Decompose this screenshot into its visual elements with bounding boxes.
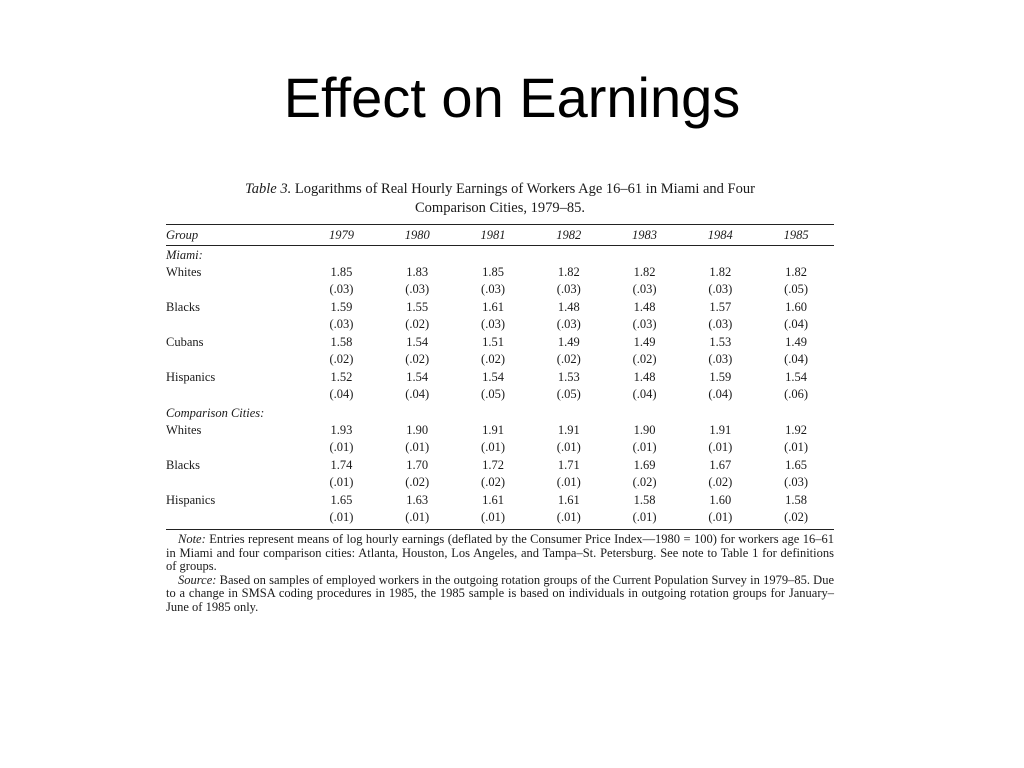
empty-cell xyxy=(166,439,304,457)
header-year: 1984 xyxy=(707,227,733,242)
source-label: Source: xyxy=(178,572,217,587)
se-cell: (.01) xyxy=(784,440,809,454)
value-cell: 1.61 xyxy=(557,493,580,507)
value-cell: 1.49 xyxy=(633,335,656,349)
se-cell: (.03) xyxy=(632,317,657,331)
value-cell: 1.57 xyxy=(709,300,732,314)
header-year: 1981 xyxy=(480,227,506,242)
value-cell: 1.85 xyxy=(330,265,353,279)
value-cell: 1.54 xyxy=(785,370,808,384)
se-cell: (.03) xyxy=(708,317,733,331)
section-header-row xyxy=(166,246,834,264)
se-cell: (.03) xyxy=(556,317,581,331)
se-cell: (.01) xyxy=(556,475,581,489)
section-header-row xyxy=(166,404,834,422)
caption-label: Table 3. xyxy=(245,181,292,197)
group-cell: Whites xyxy=(166,423,202,437)
value-cell: 1.60 xyxy=(709,493,732,507)
value-cell: 1.59 xyxy=(330,300,353,314)
table-caption xyxy=(166,180,834,218)
table-row-se xyxy=(166,351,834,369)
se-cell: (.01) xyxy=(481,510,505,524)
table-row-se xyxy=(166,386,834,404)
note-text: Entries represent means of log hourly earnings (deflated by the Consumer Price Index—1980 = 100) for workers age 16–61 in Miami and four comparison cities: Atlanta, Houston, Los Angeles, and Tampa–St. Petersburg. See note to Table 1 for definitions of groups. xyxy=(166,532,835,574)
se-cell: (.02) xyxy=(329,352,354,366)
se-cell: (.01) xyxy=(329,440,354,454)
se-cell: (.04) xyxy=(708,387,733,401)
table-body xyxy=(166,246,834,527)
table-row-se xyxy=(166,316,834,334)
value-cell: 1.52 xyxy=(330,370,353,384)
value-cell: 1.48 xyxy=(557,300,580,314)
group-cell: Hispanics xyxy=(166,493,216,507)
se-cell: (.05) xyxy=(481,387,505,401)
header-year: 1985 xyxy=(783,227,809,242)
se-cell: (.01) xyxy=(708,510,733,524)
value-cell: 1.69 xyxy=(633,458,656,472)
group-cell: Blacks xyxy=(166,458,201,472)
source-text: Based on samples of employed workers in the outgoing rotation groups of the Current Population Survey in 1979–85. Due to a change in SMSA coding procedures in 1985, the 1985 sample is based on individuals in outgoing rotation groups for January–June of 1985 only. xyxy=(166,572,834,614)
value-cell: 1.58 xyxy=(785,493,808,507)
value-cell: 1.70 xyxy=(406,458,429,472)
value-cell: 1.51 xyxy=(482,335,504,349)
header-year: 1979 xyxy=(328,227,354,242)
se-cell: (.03) xyxy=(405,282,430,296)
table-row-se xyxy=(166,439,834,457)
value-cell: 1.91 xyxy=(557,423,580,437)
value-cell: 1.63 xyxy=(406,493,429,507)
se-cell: (.02) xyxy=(632,352,657,366)
se-cell: (.02) xyxy=(481,352,505,366)
se-cell: (.02) xyxy=(405,317,430,331)
table-row-se xyxy=(166,281,834,299)
section-label: Miami: xyxy=(166,247,203,262)
value-cell: 1.49 xyxy=(557,335,580,349)
se-cell: (.01) xyxy=(329,475,354,489)
section-label: Comparison Cities: xyxy=(166,405,265,420)
se-cell: (.03) xyxy=(708,282,733,296)
table-row xyxy=(166,457,834,474)
se-cell: (.01) xyxy=(405,510,430,524)
se-cell: (.01) xyxy=(556,510,581,524)
se-cell: (.03) xyxy=(481,282,505,296)
value-cell: 1.82 xyxy=(557,265,580,279)
value-cell: 1.91 xyxy=(709,423,732,437)
value-cell: 1.54 xyxy=(406,370,429,384)
value-cell: 1.72 xyxy=(482,458,504,472)
se-cell: (.03) xyxy=(556,282,581,296)
value-cell: 1.61 xyxy=(482,300,504,314)
se-cell: (.03) xyxy=(708,352,733,366)
value-cell: 1.90 xyxy=(633,423,656,437)
value-cell: 1.54 xyxy=(482,370,504,384)
se-cell: (.01) xyxy=(556,440,581,454)
se-cell: (.02) xyxy=(632,475,657,489)
se-cell: (.01) xyxy=(632,440,657,454)
table-figure xyxy=(166,180,834,615)
note-label: Note: xyxy=(178,532,206,546)
value-cell: 1.83 xyxy=(406,265,429,279)
se-cell: (.04) xyxy=(405,387,430,401)
value-cell: 1.49 xyxy=(785,335,808,349)
se-cell: (.02) xyxy=(708,475,733,489)
value-cell: 1.67 xyxy=(709,458,732,472)
group-cell: Blacks xyxy=(166,300,201,314)
se-cell: (.04) xyxy=(784,352,809,366)
se-cell: (.05) xyxy=(556,387,581,401)
se-cell: (.02) xyxy=(481,475,505,489)
se-cell: (.03) xyxy=(329,317,354,331)
se-cell: (.06) xyxy=(784,387,809,401)
value-cell: 1.54 xyxy=(406,335,429,349)
se-cell: (.02) xyxy=(784,510,809,524)
value-cell: 1.59 xyxy=(709,370,732,384)
empty-cell xyxy=(166,281,304,299)
se-cell: (.04) xyxy=(632,387,657,401)
table-row-se xyxy=(166,509,834,527)
header-year: 1982 xyxy=(556,227,582,242)
value-cell: 1.74 xyxy=(330,458,353,472)
se-cell: (.01) xyxy=(708,440,733,454)
value-cell: 1.82 xyxy=(785,265,808,279)
value-cell: 1.91 xyxy=(482,423,504,437)
table-row xyxy=(166,369,834,386)
value-cell: 1.65 xyxy=(330,493,353,507)
earnings-table xyxy=(166,225,834,527)
table-row xyxy=(166,299,834,316)
se-cell: (.03) xyxy=(784,475,809,489)
value-cell: 1.82 xyxy=(633,265,656,279)
caption-line-1: Logarithms of Real Hourly Earnings of Workers Age 16–61 in Miami and Four xyxy=(294,181,755,197)
se-cell: (.01) xyxy=(481,440,505,454)
value-cell: 1.61 xyxy=(482,493,504,507)
empty-cell xyxy=(166,386,304,404)
value-cell: 1.65 xyxy=(785,458,808,472)
value-cell: 1.58 xyxy=(330,335,353,349)
empty-cell xyxy=(166,509,304,527)
empty-cell xyxy=(166,316,304,334)
value-cell: 1.60 xyxy=(785,300,808,314)
se-cell: (.04) xyxy=(329,387,354,401)
empty-cell xyxy=(166,351,304,369)
se-cell: (.02) xyxy=(405,352,430,366)
header-row xyxy=(166,225,834,245)
value-cell: 1.71 xyxy=(557,458,580,472)
se-cell: (.01) xyxy=(405,440,430,454)
empty-cell xyxy=(166,474,304,492)
table-row-se xyxy=(166,474,834,492)
se-cell: (.02) xyxy=(405,475,430,489)
se-cell: (.02) xyxy=(556,352,581,366)
value-cell: 1.48 xyxy=(633,300,656,314)
source-paragraph xyxy=(166,574,834,615)
value-cell: 1.48 xyxy=(633,370,656,384)
value-cell: 1.85 xyxy=(482,265,504,279)
table-row xyxy=(166,492,834,509)
se-cell: (.05) xyxy=(784,282,809,296)
header-year: 1983 xyxy=(632,227,658,242)
value-cell: 1.55 xyxy=(406,300,429,314)
bottom-rule xyxy=(166,529,834,530)
se-cell: (.03) xyxy=(329,282,354,296)
header-group: Group xyxy=(166,227,199,242)
value-cell: 1.53 xyxy=(709,335,732,349)
value-cell: 1.93 xyxy=(330,423,353,437)
se-cell: (.04) xyxy=(784,317,809,331)
group-cell: Hispanics xyxy=(166,370,216,384)
se-cell: (.01) xyxy=(632,510,657,524)
value-cell: 1.53 xyxy=(557,370,580,384)
group-cell: Cubans xyxy=(166,335,204,349)
se-cell: (.01) xyxy=(329,510,354,524)
value-cell: 1.82 xyxy=(709,265,732,279)
table-row xyxy=(166,264,834,281)
header-year: 1980 xyxy=(404,227,430,242)
value-cell: 1.90 xyxy=(406,423,429,437)
group-cell: Whites xyxy=(166,265,202,279)
se-cell: (.03) xyxy=(632,282,657,296)
se-cell: (.03) xyxy=(481,317,505,331)
caption-line-2: Comparison Cities, 1979–85. xyxy=(415,200,585,216)
table-row xyxy=(166,422,834,439)
value-cell: 1.58 xyxy=(633,493,656,507)
note-paragraph xyxy=(166,533,834,574)
slide-title: Effect on Earnings xyxy=(283,66,741,129)
table-row xyxy=(166,334,834,351)
value-cell: 1.92 xyxy=(785,423,808,437)
table-notes xyxy=(166,533,834,615)
